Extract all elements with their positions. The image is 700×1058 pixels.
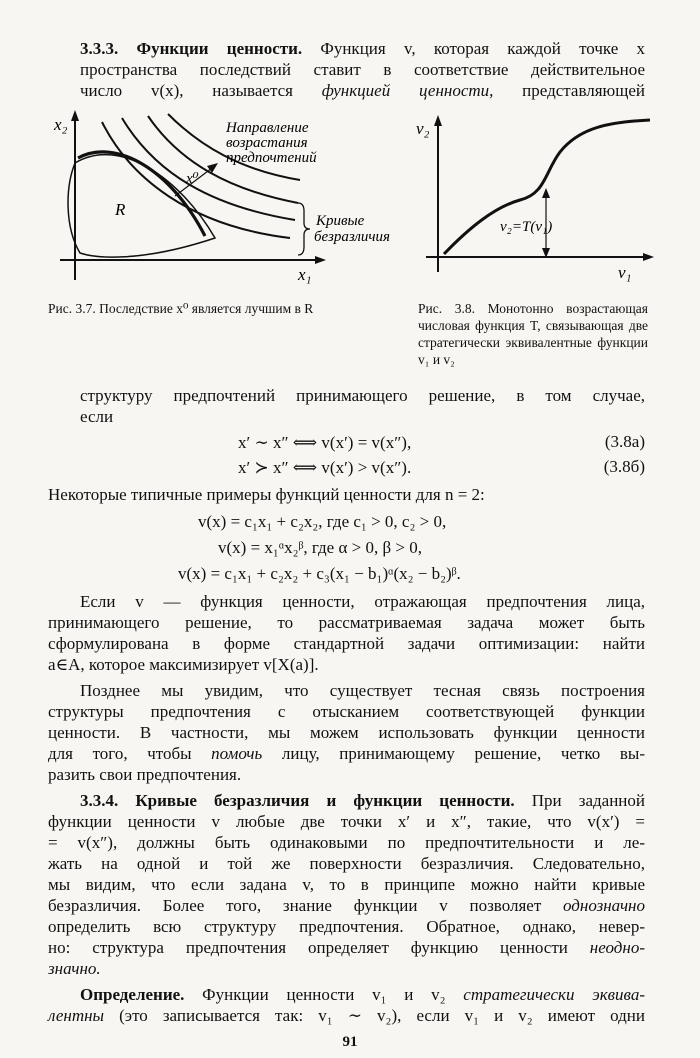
definition-line1: Определение. Функции ценности v₁ и v₂ стратегически эквива- xyxy=(80,985,645,1004)
section-3-3-3-heading: 3.3.3. Функции ценности. xyxy=(80,39,303,58)
para-later-line2: структуры предпочтения с отысканием соответствующей функции xyxy=(48,702,645,721)
example-3: v(x) = c₁x₁ + c₂x₂ + c₃(x₁ − b₁)ᵅ(x₂ − b₂)ᵝ. xyxy=(178,564,461,583)
fig38-value-arrow-up-icon xyxy=(542,188,550,198)
fig37-arrow-label-2: возрастания xyxy=(226,135,308,151)
continuation-line2: если xyxy=(80,407,114,426)
section-3-3-3-line1: 3.3.3. Функции ценности. Функция v, которая каждой точке x xyxy=(80,39,645,58)
fig37-curves-label-1: Кривые xyxy=(316,213,365,229)
section-3-3-4-line7: определить всю структуру предпочтения. Обратное, однако, невер- xyxy=(48,917,645,936)
section-3-3-3-line3: число v(x), называется функцией ценности, представляющей xyxy=(80,81,645,100)
fig37-region-label: R xyxy=(115,200,126,219)
para-if-line2: принимающего решение, то рассматриваемая задача может быть xyxy=(48,613,645,632)
example-2: v(x) = x₁ᵅx₂ᵝ, где α > 0, β > 0, xyxy=(218,538,422,557)
example-1: v(x) = c₁x₁ + c₂x₂, где c₁ > 0, c₂ > 0, xyxy=(198,512,447,531)
section-3-3-4-heading: 3.3.4. Кривые безразличия и функции ценности. xyxy=(80,791,515,810)
para-if-line3: сформулирована в форме стандартной задачи оптимизации: найти xyxy=(48,634,645,653)
figure-3-7 xyxy=(40,108,391,288)
fig37-x-label: x₁ xyxy=(298,265,312,284)
figure-3-8 xyxy=(410,112,665,282)
fig37-y-label: x₂ xyxy=(54,115,68,134)
section-3-3-4-line2: функции ценности v любые две точки x′ и x″, такие, что v(x′) = xyxy=(48,812,645,831)
para-later-line5: разить свои предпочтения. xyxy=(48,765,242,784)
figure-3-8-caption: Рис. 3.8. Монотонно возрастающая числовая функция T, связывающая две стратегически эквивалентные функции v₁ и v₂ xyxy=(418,301,648,367)
fig37-x-arrow-icon xyxy=(315,256,326,264)
equation-3-8b-number: (3.8б) xyxy=(603,457,645,476)
para-later-line1: Позднее мы увидим, что существует тесная связь построения xyxy=(80,681,645,700)
fig38-curve-label: v₂=T(v₁) xyxy=(500,219,553,235)
fig37-region-r xyxy=(68,155,215,257)
fig38-y-arrow-icon xyxy=(434,115,442,126)
para-if-line4: a∈A, которое максимизирует v[X(a)]. xyxy=(48,655,319,674)
para-if-line1: Если v — функция ценности, отражающая предпочтения лица, xyxy=(80,592,645,611)
fig37-region-boundary-bold xyxy=(78,152,205,236)
definition-line2: лентны (это записывается так: v₁ ∼ v₂), если v₁ и v₂ имеют одни xyxy=(48,1006,645,1025)
equation-3-8a: x′ ∼ x″ ⟺ v(x′) = v(x″), xyxy=(238,433,412,452)
para-later-line3: ценности. В частности, мы можем использовать функции ценности xyxy=(48,723,645,742)
section-3-3-4-line9: значно. xyxy=(48,959,101,978)
definition-heading: Определение. xyxy=(80,985,185,1004)
section-3-3-4-line6: безразличия. Более того, знание функции v позволяет однозначно xyxy=(48,896,645,915)
equation-3-8b: x′ ≻ x″ ⟺ v(x′) > v(x″). xyxy=(238,458,412,477)
fig38-x-label: v₁ xyxy=(618,263,632,282)
equation-3-8a-number: (3.8a) xyxy=(604,432,645,451)
para-later-line4: для того, чтобы помочь лицу, принимающему решение, четко вы- xyxy=(48,744,645,763)
fig38-y-label: v₂ xyxy=(416,119,430,138)
section-3-3-4-line3: = v(x″), должны быть одинаковыми по предпочтительности и ле- xyxy=(48,833,645,852)
fig37-curves-label-2: безразличия xyxy=(314,229,391,245)
fig37-brace-icon xyxy=(298,203,310,255)
fig37-point-label: x⁰ xyxy=(186,171,199,187)
section-3-3-4-line8: но: структура предпочтения определяет функцию ценности неодно- xyxy=(48,938,645,957)
section-3-3-4-line4: жать на одной и той же поверхности безразличия. Следовательно, xyxy=(48,854,645,873)
fig37-y-arrow-icon xyxy=(71,110,79,121)
fig37-arrow-label-1: Направление xyxy=(226,120,309,136)
section-3-3-4-line1: 3.3.4. Кривые безразличия и функции ценности. При заданной xyxy=(80,791,646,810)
examples-intro: Некоторые типичные примеры функций ценности для n = 2: xyxy=(48,485,485,504)
fig37-arrow-label-3: предпочтений xyxy=(226,150,317,166)
page-number: 91 xyxy=(342,1034,358,1050)
continuation-line1: структуру предпочтений принимающего решение, в том случае, xyxy=(80,386,645,405)
fig38-x-arrow-icon xyxy=(643,253,654,261)
figure-3-7-caption: Рис. 3.7. Последствие x⁰ является лучшим в R xyxy=(48,301,314,316)
section-3-3-4-line5: мы видим, что если задана v, то в принципе можно найти кривые xyxy=(48,875,645,894)
section-3-3-3-line2: пространства последствий ставит в соответствие действительное xyxy=(80,60,645,79)
